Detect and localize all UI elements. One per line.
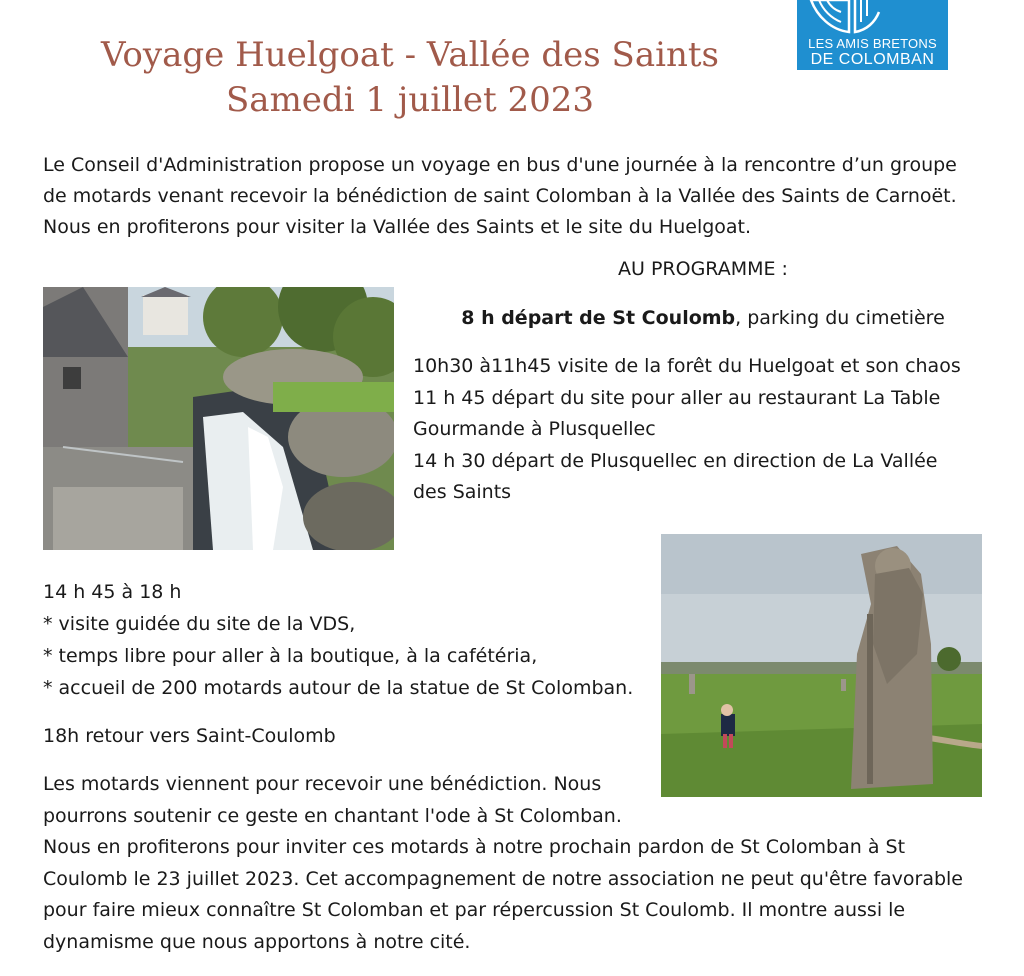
logo-text-line1: LES AMIS BRETONS [808,36,937,51]
departure-line [413,303,993,334]
return-line: 18h retour vers Saint-Coulomb [43,725,336,747]
departure-place: , parking du cimetière [735,307,945,329]
boat-sail-icon [797,0,948,36]
schedule-item: des Saints [413,481,512,503]
conclusion-line: dynamisme que nous apportons à notre cité. [43,930,471,953]
afternoon-item: * accueil de 200 motards autour de la statue de St Colomban. [43,677,634,699]
afternoon-time: 14 h 45 à 18 h [43,581,182,603]
intro-line: Le Conseil d'Administration propose un voyage en bus d'une journée à la rencontre d’un groupe [43,154,957,176]
page-subtitle-date: Samedi 1 juillet 2023 [226,80,594,120]
conclusion-line: Les motards viennent pour recevoir une bénédiction. Nous [43,773,602,795]
afternoon-section [43,576,663,704]
vallee-des-saints-statue-photo [661,534,982,797]
conclusion-line: pour faire mieux connaître St Colomban et par répercussion St Coulomb. Il montre aussi le [43,899,906,921]
programme-heading: AU PROGRAMME : [618,258,788,280]
afternoon-item: * temps libre pour aller à la boutique, à la cafétéria, [43,645,538,667]
conclusion-line: Nous en profiterons pour inviter ces motards à notre prochain pardon de St Colomban à St [43,836,906,858]
association-logo [797,0,948,70]
conclusion-paragraph [43,769,1003,958]
page-title: Voyage Huelgoat - Vallée des Saints [101,35,719,75]
schedule-item: 11 h 45 départ du site pour aller au restaurant La Table [413,386,941,409]
conclusion-line: Coulomb le 23 juillet 2023. Cet accompagnement de notre association ne peut qu'être favorable [43,867,963,890]
departure-time: 8 h départ de St Coulomb [461,307,736,329]
logo-text-line2: DE COLOMBAN [810,51,935,68]
intro-line: Nous en profiterons pour visiter la Vallée des Saints et le site du Huelgoat. [43,216,752,238]
afternoon-item: * visite guidée du site de la VDS, [43,613,356,635]
schedule-item: 10h30 à11h45 visite de la forêt du Huelgoat et son chaos [413,355,961,377]
intro-paragraph [43,150,988,243]
intro-line: de motards venant recevoir la bénédiction de saint Colomban à la Vallée des Saints de Carnoët. [43,185,957,207]
schedule-item: Gourmande à Plusquellec [413,418,656,440]
schedule-list [413,351,983,509]
huelgoat-river-photo [43,287,394,550]
schedule-item: 14 h 30 départ de Plusquellec en direction de La Vallée [413,449,938,472]
conclusion-line: pourrons soutenir ce geste en chantant l'ode à St Colomban. [43,804,622,827]
